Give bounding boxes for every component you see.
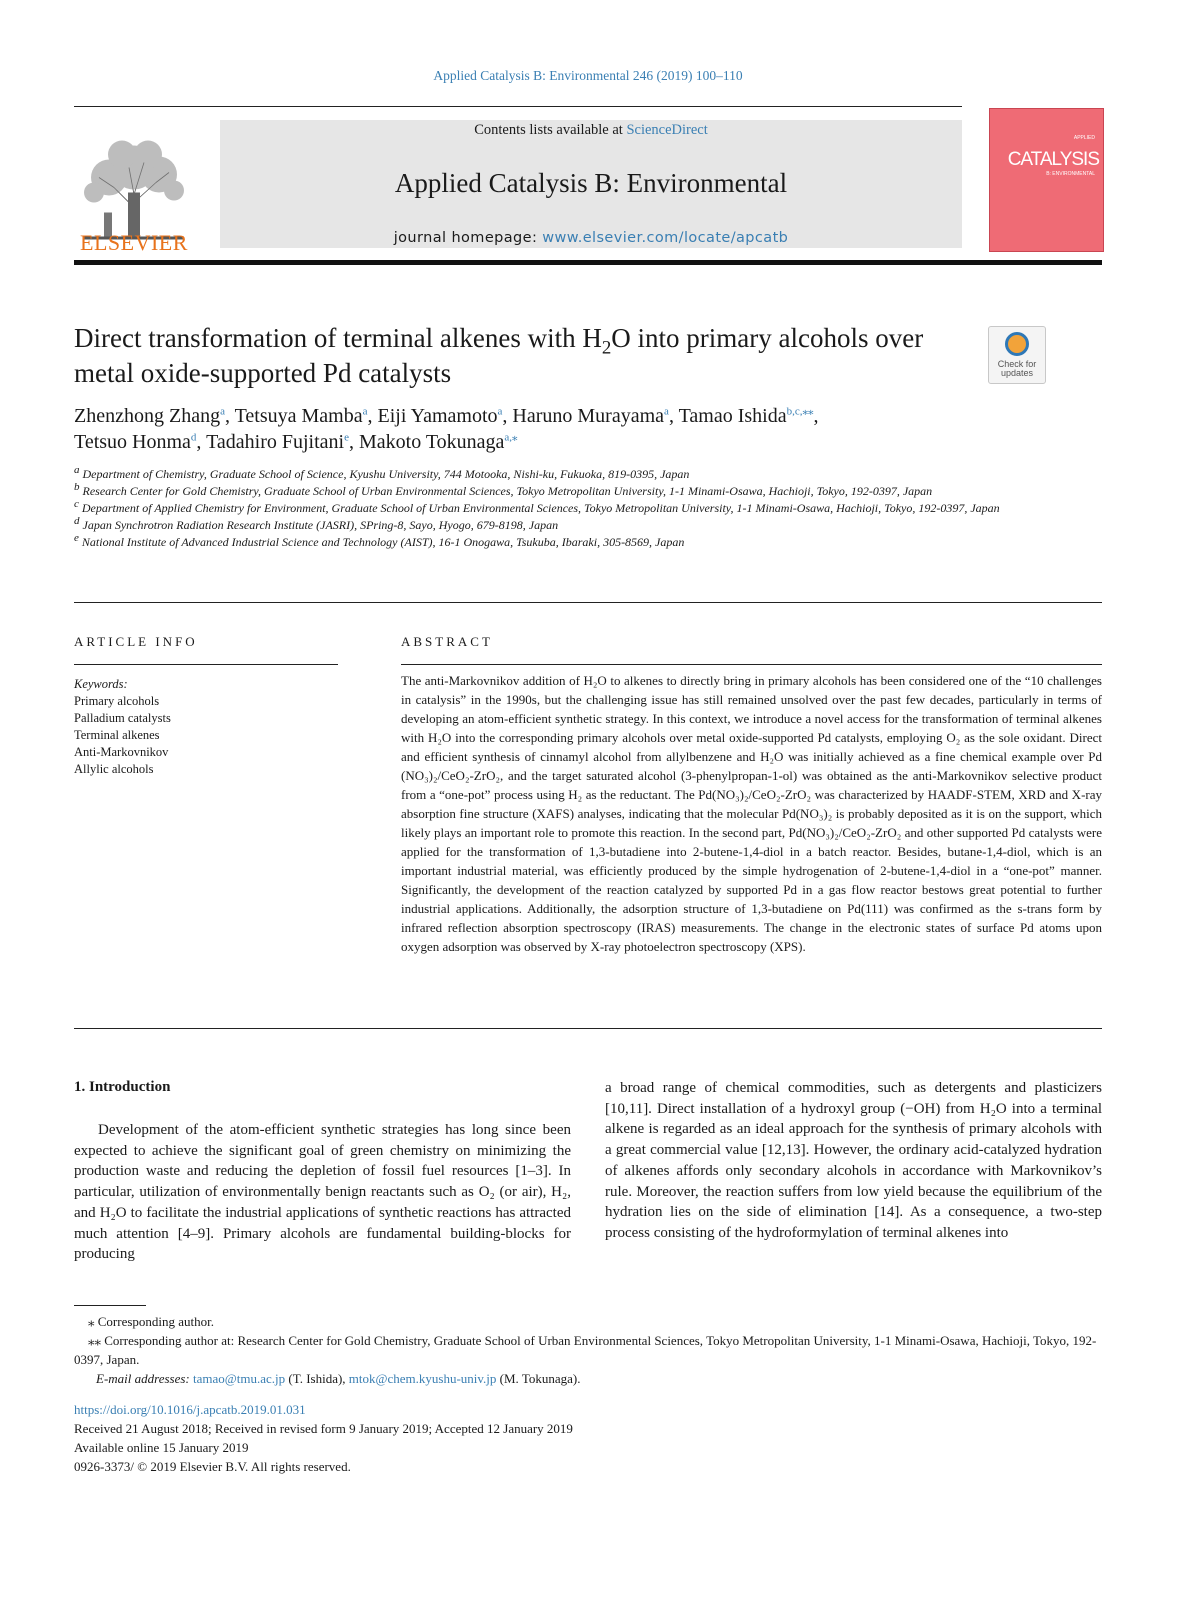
keyword: Allylic alcohols — [74, 762, 154, 776]
article-info-heading: ARTICLE INFO — [74, 634, 198, 649]
footnotes — [74, 1312, 1102, 1388]
author[interactable]: Tadahiro Fujitani$^e$ — [206, 431, 349, 453]
check-for-updates-button[interactable]: Check for updates — [988, 326, 1046, 384]
abstract-text: The anti-Markovnikov addition of H₂O to alkenes to directly bring in primary alcohols has been considered one of the “10 challenges in catalysis” in the 1990s, but the challenging issue has still remained unsolved over the past few decades, particularly in terms of developing an atom-efficient synthetic strategy. In this context, we introduce a novel access for the transformation of terminal alkenes with H₂O into the corresponding primary alcohols over metal oxide-supported Pd catalysts, employing O₂ as the sole oxidant. Direct and efficient synthesis of cinnamyl alcohol from allylbenzene and H₂O was initially achieved as a fine chemical example over Pd (NO₃)₂/CeO₂-ZrO₂, and the target saturated alcohol (3-phenylpropan-1-ol) was obtained as the anti-Markovnikov selective product from a “one-pot” process using H₂ as the reductant. The Pd(NO₃)₂/CeO₂-ZrO₂ was characterized by HAADF-STEM, XRD and X-ray absorption fine structure (XAFS) analyses, indicating that the molecular Pd(NO₃)₂ is probably deposited as it is on the support, which likely plays an important role to promote this reaction. In the second part, Pd(NO₃)₂/CeO₂-ZrO₂ and other supported Pd catalysts were applied for the transformation of 1,3-butadiene into 2-butene-1,4-diol in a batch reactor. Besides, butane-1,4-diol, which is an important industrial material, was efficiently produced by the simple hydrogenation of 2-butene-1,4-diol in a “one-pot” manner. Significantly, the development of the reaction catalyzed by supported Pd in a gas flow reactor bestows great potential to further industrial applications. Additionally, the adsorption structure of 1,3-butadiene on Pd(111) was confirmed as the s-trans form by infrared reflection absorption spectroscopy (IRAS) measurements. The change in the electronic states of surface Pd atoms upon oxygen adsorption was observed by X-ray photoelectron spectroscopy (XPS). — [401, 673, 1102, 954]
keyword: Palladium catalysts — [74, 711, 171, 725]
author-list: Zhenzhong Zhang$^a$, Tetsuya Mamba$^a$, Eiji Yamamoto$^a$, Haruno Murayama$^a$, Tamao Ishida$^{b,c,⁎⁎}$, Tetsuo Honma$^d$, Tadahiro Fujitani$^e$, Makoto Tokunaga$^{a,⁎}$ — [74, 405, 819, 453]
keyword: Primary alcohols — [74, 694, 160, 708]
available-online: Available online 15 January 2019 — [74, 1440, 249, 1455]
affiliation: $^c$ Department of Applied Chemistry for Environment, Graduate School of Urban Environmental Sciences, Tokyo Metropolitan University, 1-1 Minami-Osawa, Hachioji, Tokyo, 192-0397, Japan — [74, 498, 1000, 515]
received-dates: Received 21 August 2018; Received in revised form 9 January 2019; Accepted 12 January 2019 — [74, 1421, 573, 1436]
section-rule — [74, 1028, 1102, 1029]
keywords — [74, 676, 338, 778]
footnote-corresponding-2: ⁎⁎ Corresponding author at: Research Center for Gold Chemistry, Graduate School of Urban Environmental Sciences, Tokyo Metropolitan University, 1-1 Minami-Osawa, Hachioji, Tokyo, 192-0397, Japan. — [74, 1333, 1097, 1367]
author[interactable]: Zhenzhong Zhang$^a$ — [74, 405, 225, 427]
publisher-logo-text: ELSEVIER — [80, 230, 188, 255]
keywords-label: Keywords: — [74, 677, 128, 691]
copyright: 0926-3373/ © 2019 Elsevier B.V. All rights reserved. — [74, 1459, 351, 1474]
section-rule — [74, 602, 1102, 603]
affiliations — [74, 466, 1104, 551]
footnote-corresponding: ⁎ Corresponding author. — [88, 1314, 215, 1329]
affiliation: $^e$ National Institute of Advanced Industrial Science and Technology (AIST), 16-1 Onogawa, Tsukuba, Ibaraki, 305-8569, Japan — [74, 532, 685, 549]
journal-cover-image[interactable]: APPLIED CATALYSIS B: ENVIRONMENTAL — [989, 108, 1104, 252]
journal-banner — [220, 120, 962, 248]
homepage-link[interactable]: www.elsevier.com/locate/apcatb — [542, 230, 789, 246]
homepage-line: journal homepage: www.elsevier.com/locate/apcatb — [393, 230, 789, 246]
author[interactable]: Tetsuo Honma$^d$ — [74, 431, 197, 453]
keyword: Anti-Markovnikov — [74, 745, 169, 759]
intro-right-column: a broad range of chemical commodities, such as detergents and plasticizers [10,11]. Direct installation of a hydroxyl group (−OH) from H₂O into a terminal alkene is regarded as an ideal approach for the synthesis of primary alcohols with a great commercial value [12,13]. However, the ordinary acid-catalyzed hydration of alkenes affords only secondary alcohols in accordance with Markovnikov’s rule. Moreover, the reaction suffers from low yield because the equilibrium of the hydration lies on the side of elimination [14]. As a consequence, a two-step process consisting of the hydroformylation of terminal alkenes into — [605, 1080, 1102, 1241]
author[interactable]: Eiji Yamamoto$^a$ — [377, 405, 503, 427]
author[interactable]: Tetsuya Mamba$^a$ — [234, 405, 368, 427]
journal-title: Applied Catalysis B: Environmental — [394, 168, 788, 198]
abstract-heading: ABSTRACT — [401, 634, 493, 649]
article-history — [74, 1400, 1102, 1476]
email-link[interactable]: tamao@tmu.ac.jp — [193, 1371, 286, 1386]
check-updates-icon — [1005, 332, 1029, 356]
sciencedirect-link[interactable]: ScienceDirect — [626, 122, 708, 138]
doi-link[interactable]: https://doi.org/10.1016/j.apcatb.2019.01.031 — [74, 1402, 306, 1417]
affiliation: $^d$ Japan Synchrotron Radiation Research Institute (JASRI), SPring-8, Sayo, Hyogo, 679-8198, Japan — [74, 515, 559, 532]
article-info-rule — [74, 664, 338, 665]
intro-left-column: Development of the atom-efficient synthetic strategies has long since been expected to achieve the significant goal of green chemistry on minimizing the production waste and reducing the depletion of fossil fuel resources [1–3]. In particular, utilization of environmentally benign reactants such as O₂ (or air), H₂, and H₂O to facilitate the industrial applications of synthetic reactions has attracted much attention [4–9]. Primary alcohols are fundamental building-blocks for producing — [74, 1122, 571, 1263]
header-thick-rule — [74, 260, 1102, 265]
affiliation: $^a$ Department of Chemistry, Graduate School of Science, Kyushu University, 744 Motooka, Nishi-ku, Fukuoka, 819-0395, Japan — [74, 464, 690, 481]
author[interactable]: Haruno Murayama$^a$ — [512, 405, 669, 427]
email-link[interactable]: mtok@chem.kyushu-univ.jp — [348, 1371, 497, 1386]
footnote-rule — [74, 1305, 146, 1306]
abstract-rule — [401, 664, 1102, 665]
keyword: Terminal alkenes — [74, 728, 160, 742]
affiliation: $^b$ Research Center for Gold Chemistry, Graduate School of Urban Environmental Sciences, Tokyo Metropolitan University, 1-1 Minami-Osawa, Hachioji, Tokyo, 192-0397, Japan — [74, 481, 933, 498]
article-title: Direct transformation of terminal alkenes with $H_2O$ into primary alcohols over metal oxide-supported Pd catalysts — [74, 323, 924, 388]
header-rule — [74, 106, 962, 107]
contents-line: Contents lists available at ScienceDirect — [474, 122, 708, 138]
journal-reference[interactable]: Applied Catalysis B: Environmental 246 (2019) 100–110 — [433, 68, 743, 83]
email-line: E-mail addresses: tamao@tmu.ac.jp (T. Ishida), mtok@chem.kyushu-univ.jp (M. Tokunaga). — [96, 1371, 581, 1386]
introduction-heading: 1. Introduction — [74, 1079, 171, 1095]
author[interactable]: Makoto Tokunaga$^{a,⁎}$ — [358, 431, 518, 453]
author[interactable]: Tamao Ishida$^{b,c,⁎⁎}$ — [678, 405, 814, 427]
